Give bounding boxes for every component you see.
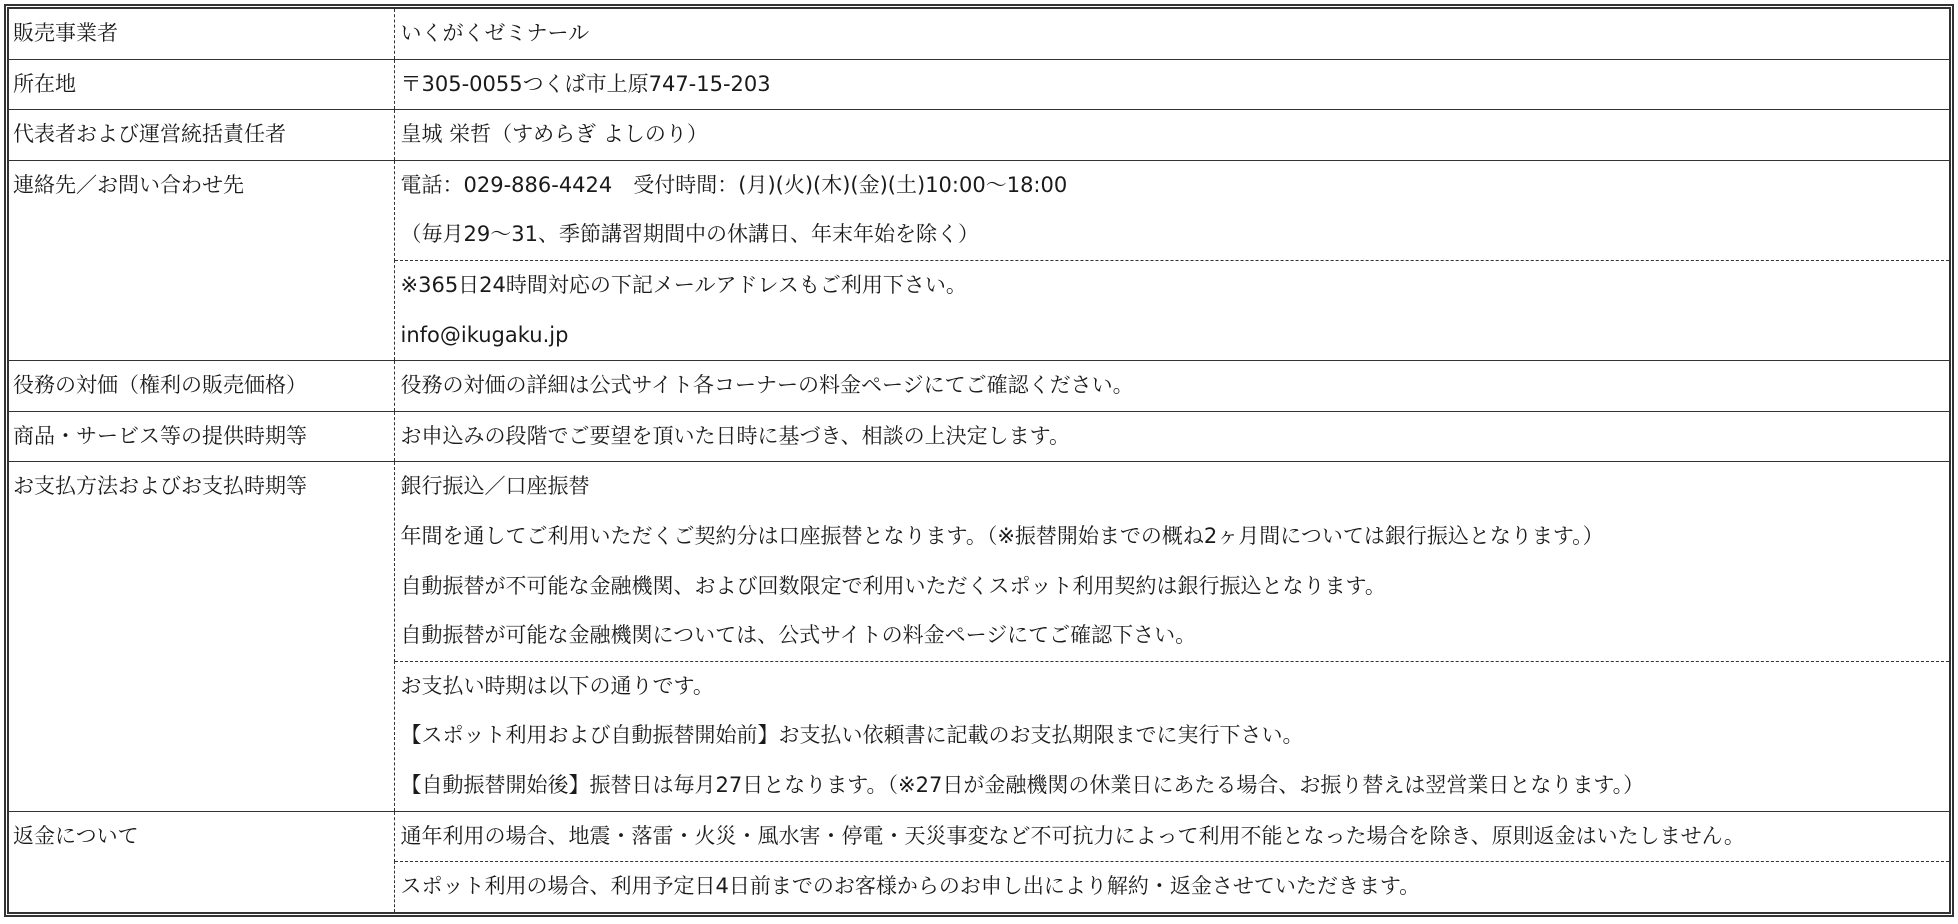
row-value (394, 160, 1949, 260)
value-line: 役務の対価の詳細は公式サイト各コーナーの料金ページにてご確認ください。 (400, 373, 1134, 398)
value-line: 電話：029-886-4424 受付時間：(月)(火)(木)(金)(土)10:00〜18:00 (400, 172, 1068, 197)
value-line: 【自動振替開始後】振替日は毎月27日となります。（※27日が金融機関の休業日にあたる場合、お振り替えは翌営業日となります。） (400, 772, 1645, 797)
table-row (9, 462, 1949, 661)
row-value (394, 110, 1949, 161)
value-line: お申込みの段階でご要望を頂いた日時に基づき、相談の上決定します。 (400, 423, 1070, 448)
table-row (9, 160, 1949, 260)
table-row (9, 411, 1949, 462)
row-value (394, 9, 1949, 59)
row-value (394, 260, 1949, 360)
table-row (9, 811, 1949, 862)
table-row (9, 361, 1949, 412)
row-label: 連絡先／お問い合わせ先 (9, 160, 394, 360)
row-label: お支払方法およびお支払時期等 (9, 462, 394, 811)
row-label: 商品・サービス等の提供時期等 (9, 411, 394, 462)
value-line: 【スポット利用および自動振替開始前】お支払い依頼書に記載のお支払期限までに実行下さい。 (400, 723, 1304, 748)
row-value (394, 862, 1949, 912)
value-line: 銀行振込／口座振替 (400, 474, 590, 499)
row-value (394, 361, 1949, 412)
value-line: 〒305-0055つくば市上原747-15-203 (400, 71, 771, 96)
value-line: ※365日24時間対応の下記メールアドレスもご利用下さい。 (400, 272, 967, 297)
commerce-disclosure-table (9, 9, 1949, 912)
row-value (394, 661, 1949, 811)
row-value (394, 811, 1949, 862)
table-row (9, 59, 1949, 110)
value-line: 自動振替が不可能な金融機関、および回数限定で利用いただくスポット利用契約は銀行振込となります。 (400, 573, 1386, 598)
table-row (9, 110, 1949, 161)
value-line: 皇城 栄哲（すめらぎ よしのり） (400, 122, 708, 147)
value-line: 年間を通してご利用いただくご契約分は口座振替となります。（※振替開始までの概ね2ヶ月間については銀行振込となります。） (400, 523, 1604, 548)
table-body (9, 9, 1949, 912)
row-label: 代表者および運営統括責任者 (9, 110, 394, 161)
value-line: 自動振替が可能な金融機関については、公式サイトの料金ページにてご確認下さい。 (400, 623, 1197, 648)
row-label: 販売事業者 (9, 9, 394, 59)
disclosure-table-frame (4, 4, 1954, 917)
value-line: （毎月29〜31、季節講習期間中の休講日、年末年始を除く） (400, 222, 979, 247)
row-label: 所在地 (9, 59, 394, 110)
value-line: いくがくゼミナール (400, 21, 590, 45)
row-label: 返金について (9, 811, 394, 912)
row-value (394, 411, 1949, 462)
value-line: 通年利用の場合、地震・落雷・火災・風水害・停電・天災事変など不可抗力によって利用不能となった場合を除き、原則返金はいたしません。 (400, 823, 1745, 848)
value-line: お支払い時期は以下の通りです。 (400, 673, 714, 698)
value-line: info@ikugaku.jp (400, 322, 569, 347)
row-value (394, 59, 1949, 110)
row-value (394, 462, 1949, 661)
value-line: スポット利用の場合、利用予定日4日前までのお客様からのお申し出により解約・返金させていただきます。 (400, 874, 1421, 899)
table-row (9, 9, 1949, 59)
row-label: 役務の対価（権利の販売価格） (9, 361, 394, 412)
